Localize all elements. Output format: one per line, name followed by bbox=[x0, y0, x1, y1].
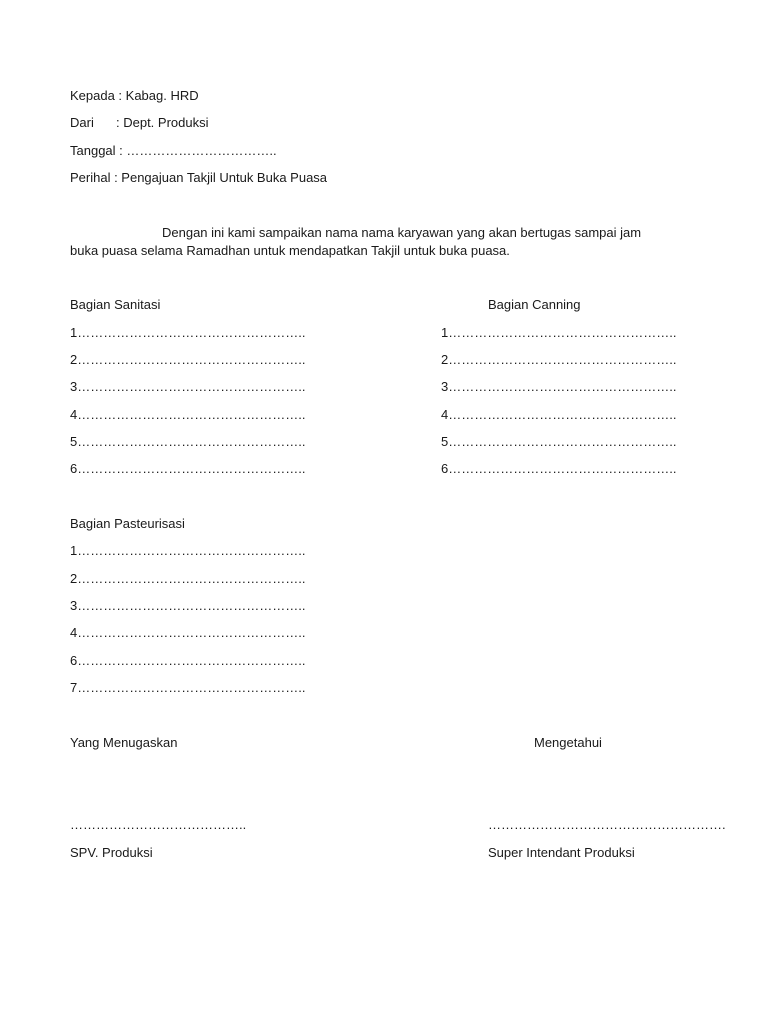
section-title-sanitasi: Bagian Sanitasi bbox=[70, 297, 161, 312]
sanitasi-item: 1…………………………………………….. bbox=[70, 325, 306, 340]
signature-right-title: Mengetahui bbox=[534, 735, 602, 750]
canning-item: 6…………………………………………….. bbox=[441, 461, 677, 476]
canning-item: 4…………………………………………….. bbox=[441, 407, 677, 422]
pasteurisasi-item: 2…………………………………………….. bbox=[70, 571, 306, 586]
pasteurisasi-item: 6…………………………………………….. bbox=[70, 653, 306, 668]
header-perihal: Perihal : Pengajuan Takjil Untuk Buka Puasa bbox=[70, 170, 328, 185]
header-tanggal: Tanggal : …………………………….. bbox=[70, 143, 277, 158]
section-title-canning: Bagian Canning bbox=[488, 297, 581, 312]
signature-left-title: Yang Menugaskan bbox=[70, 735, 178, 750]
signature-left-line: ………………………………….. bbox=[70, 817, 247, 832]
pasteurisasi-item: 4…………………………………………….. bbox=[70, 625, 306, 640]
sanitasi-item: 6…………………………………………….. bbox=[70, 461, 306, 476]
sanitasi-item: 4…………………………………………….. bbox=[70, 407, 306, 422]
signature-left-role: SPV. Produksi bbox=[70, 845, 153, 860]
canning-item: 2…………………………………………….. bbox=[441, 352, 677, 367]
section-title-pasteurisasi: Bagian Pasteurisasi bbox=[70, 516, 185, 531]
sanitasi-item: 3…………………………………………….. bbox=[70, 379, 306, 394]
header-dari-value: : Dept. Produksi bbox=[116, 115, 209, 130]
pasteurisasi-item: 7…………………………………………….. bbox=[70, 680, 306, 695]
header-dari bbox=[70, 115, 209, 131]
canning-item: 1…………………………………………….. bbox=[441, 325, 677, 340]
signature-right-line: ………………………………………………. bbox=[488, 817, 726, 832]
signature-right-role: Super Intendant Produksi bbox=[488, 845, 635, 860]
sanitasi-item: 2…………………………………………….. bbox=[70, 352, 306, 367]
pasteurisasi-item: 1…………………………………………….. bbox=[70, 543, 306, 558]
body-paragraph bbox=[70, 224, 670, 260]
pasteurisasi-item: 3…………………………………………….. bbox=[70, 598, 306, 613]
sanitasi-item: 5…………………………………………….. bbox=[70, 434, 306, 449]
canning-item: 5…………………………………………….. bbox=[441, 434, 677, 449]
canning-item: 3…………………………………………….. bbox=[441, 379, 677, 394]
body-text: Dengan ini kami sampaikan nama nama karyawan yang akan bertugas sampai jam buka puasa selama Ramadhan untuk mendapatkan Takjil untuk buka puasa. bbox=[70, 225, 642, 258]
header-dari-label: Dari bbox=[70, 115, 94, 130]
header-kepada: Kepada : Kabag. HRD bbox=[70, 88, 199, 103]
